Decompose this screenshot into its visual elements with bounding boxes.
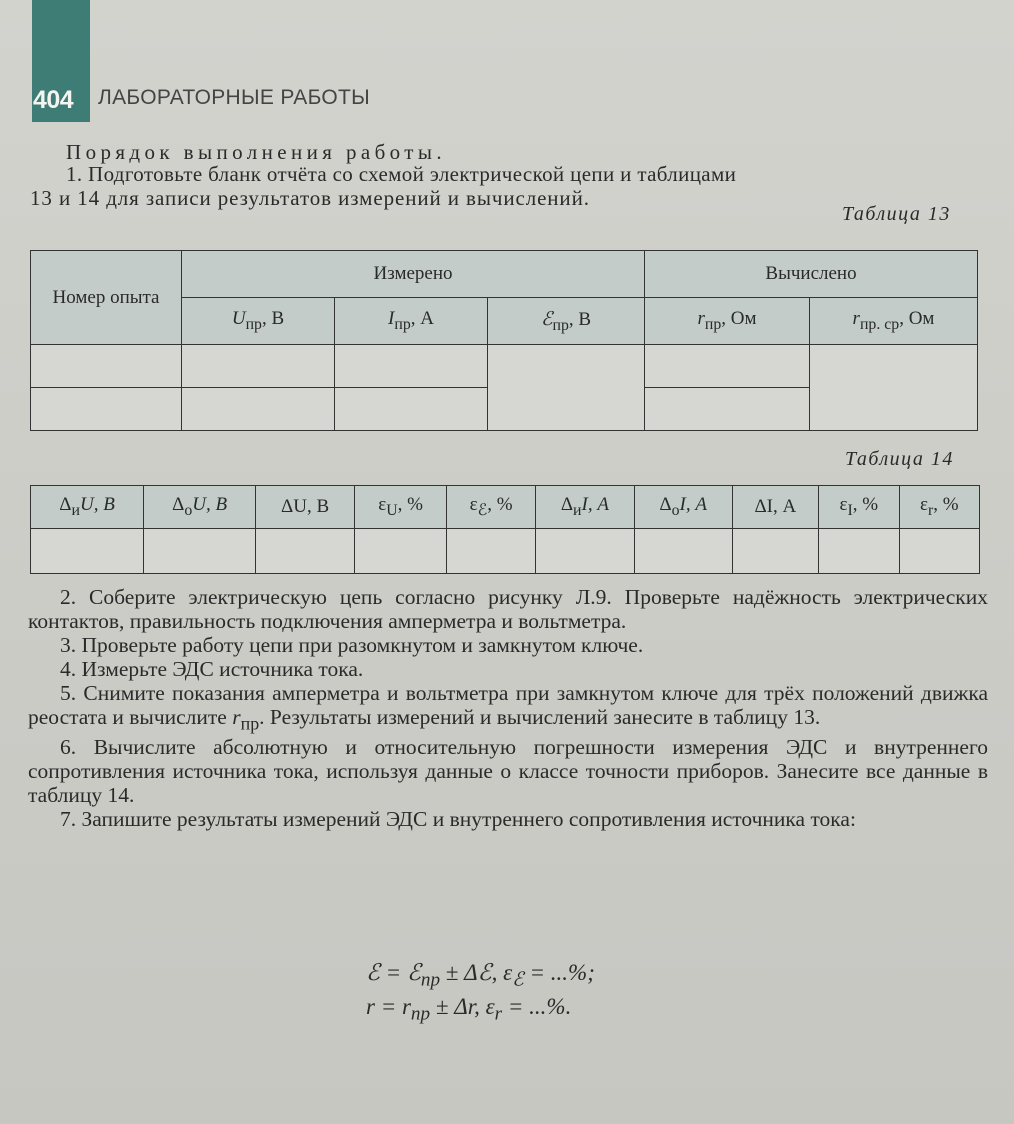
table-row [31, 345, 978, 388]
table-13 [30, 250, 978, 431]
procedure-title: Порядок выполнения работы. [66, 140, 447, 164]
col-delta-o-i: $\Delta_оI$, А [634, 486, 732, 529]
col-eps-u: $\varepsilon_U$, % [354, 486, 446, 529]
table-cell [535, 529, 634, 574]
table-cell [182, 345, 335, 388]
table-cell [335, 388, 488, 431]
table-cell [31, 345, 182, 388]
step-2: 2. Соберите электрическую цепь согласно рисунку Л.9. Проверьте надёжность электрических контактов, правильность подключения амперметра и вольтметра. [28, 585, 988, 633]
formula-emf: ℰ = ℰ$_{пр}$ ± Δℰ, $\varepsilon_ℰ$ = ...%; [366, 960, 595, 991]
table-cell [256, 529, 355, 574]
page-number: 404 [33, 86, 74, 114]
formula-resistance: $r = r_{пр} \pm \Delta r$, $\varepsilon_r$ = ...%. [366, 994, 572, 1025]
section-title: ЛАБОРАТОРНЫЕ РАБОТЫ [98, 86, 371, 109]
table-cell [182, 388, 335, 431]
step-4: 4. Измерьте ЭДС источника тока. [60, 657, 364, 681]
table-cell [810, 345, 978, 431]
group-calculated: Вычислено [645, 251, 978, 298]
col-delta-i: ΔI, А [732, 486, 819, 529]
step1-line1: 1. Подготовьте бланк отчёта со схемой электрической цепи и таблицами [66, 162, 737, 186]
group-measured: Измерено [182, 251, 645, 298]
table14-caption: Таблица 14 [845, 448, 954, 470]
col-number: Номер опыта [31, 251, 182, 345]
table-cell [354, 529, 446, 574]
table-cell [899, 529, 979, 574]
table-cell [144, 529, 256, 574]
col-e: ℰ$_{пр}$, В [488, 298, 645, 345]
col-eps-e: $\varepsilon_ℰ$, % [447, 486, 536, 529]
step-5: 5. Снимите показания амперметра и вольтметра при замкнутом ключе для трёх положений движка реостата и вычислите $r_{пр}$. Результаты измерений и вычислений занесите в таблицу 13. [28, 681, 988, 734]
table-cell [447, 529, 536, 574]
step-7: 7. Запишите результаты измерений ЭДС и внутреннего сопротивления источника тока: [60, 807, 856, 832]
col-eps-i: $\varepsilon_I$, % [819, 486, 899, 529]
table-cell [819, 529, 899, 574]
table13-caption: Таблица 13 [842, 203, 951, 225]
table-row [31, 529, 980, 574]
step-3: 3. Проверьте работу цепи при разомкнутом и замкнутом ключе. [60, 633, 644, 657]
col-u: $U_{пр}$, В [182, 298, 335, 345]
table-cell [634, 529, 732, 574]
col-r-avg: $r_{пр. ср}$, Ом [810, 298, 978, 345]
col-delta-i-i: $\Delta_иI$, А [535, 486, 634, 529]
col-delta-o-u: $\Delta_оU$, В [144, 486, 256, 529]
step-6: 6. Вычислите абсолютную и относительную погрешности измерения ЭДС и внутреннего сопротивления источника тока, используя данные о классе точности приборов. Занесите все данные в таблицу 14. [28, 735, 988, 808]
step1-line2: 13 и 14 для записи результатов измерений и вычислений. [30, 186, 590, 210]
table-cell [31, 529, 144, 574]
col-delta-u: ΔU, В [256, 486, 355, 529]
col-i: $I_{пр}$, А [335, 298, 488, 345]
procedure-steps [28, 585, 988, 831]
col-eps-r: $\varepsilon_r$, % [899, 486, 979, 529]
table-cell [488, 345, 645, 431]
table-cell [732, 529, 819, 574]
table-cell [335, 345, 488, 388]
col-r: $r_{пр}$, Ом [645, 298, 810, 345]
table-cell [31, 388, 182, 431]
col-delta-i-u: $\Delta_иU$, В [31, 486, 144, 529]
table-cell [645, 388, 810, 431]
table-14 [30, 485, 980, 574]
table-cell [645, 345, 810, 388]
